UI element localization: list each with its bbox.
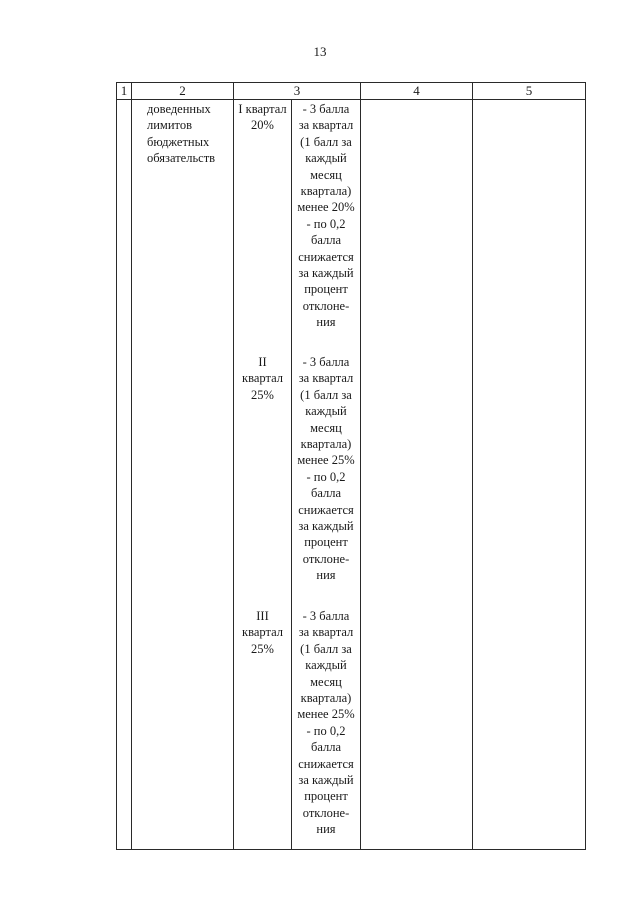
quarter-2-score: - 3 балла за квартал (1 балл за каждый месяц квартала) менее 25% - по 0,2 балла снижается за каждый процент отклоне- ния xyxy=(297,355,355,583)
quarter-criteria xyxy=(234,100,360,849)
quarter-2-period: II квартал 25% xyxy=(242,355,283,402)
cell-col-3 xyxy=(234,100,361,850)
header-col-4: 4 xyxy=(361,83,473,100)
cell-col-5 xyxy=(473,100,586,850)
page-number: 13 xyxy=(313,44,327,59)
table-header-row xyxy=(117,83,586,100)
header-col-1: 1 xyxy=(117,83,132,100)
quarter-1-period: I квартал 20% xyxy=(238,102,287,133)
quarter-3-score: - 3 балла за квартал (1 балл за каждый месяц квартала) менее 25% - по 0,2 балла снижается за каждый процент отклоне- ния xyxy=(297,609,355,837)
header-col-3: 3 xyxy=(234,83,361,100)
header-col-2: 2 xyxy=(132,83,234,100)
quarter-3-period: III квартал 25% xyxy=(242,609,283,656)
criteria-table xyxy=(116,82,586,850)
header-col-5: 5 xyxy=(473,83,586,100)
cell-col-1 xyxy=(117,100,132,850)
table-row xyxy=(117,100,586,850)
cell-col-4 xyxy=(361,100,473,850)
cell-col-2 xyxy=(132,100,234,850)
quarter-1-score: - 3 балла за квартал (1 балл за каждый месяц квартала) менее 20% - по 0,2 балла снижается за каждый процент отклоне- ния xyxy=(297,102,355,330)
indicator-text: доведенных лимитов бюджетных обязательств xyxy=(147,102,216,166)
